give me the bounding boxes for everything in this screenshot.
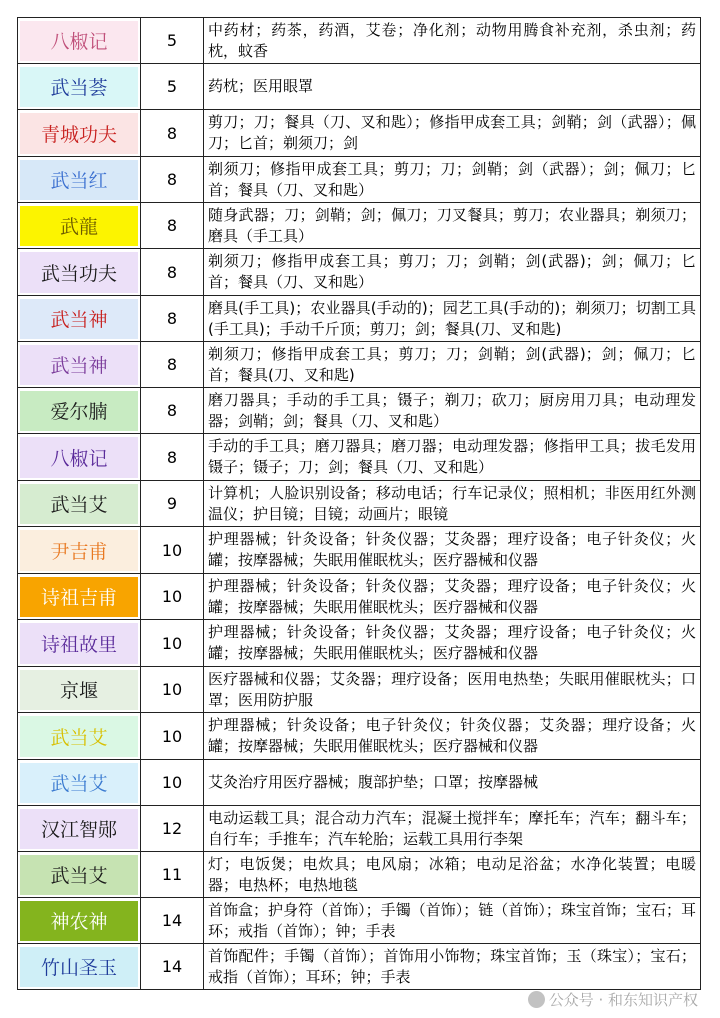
goods-list: 护理器械；针灸设备；电子针灸仪；针灸仪器；艾灸器；理疗设备；火罐；按摩器械；失眠用催眠枕头；医疗器械和仪器 <box>204 713 701 760</box>
class-number: 8 <box>141 296 204 342</box>
table-row <box>18 64 701 110</box>
class-number: 8 <box>141 434 204 481</box>
goods-list: 剃须刀；修指甲成套工具；剪刀；刀；剑鞘；剑(武器)；剑；佩刀；匕首；餐具（刀、叉和匙） <box>204 249 701 296</box>
brand-name: 武当红 <box>20 160 138 200</box>
goods-list: 磨刀器具；手动的手工具；镊子；剃刀；砍刀；厨房用刀具；电动理发器；剑鞘；剑；餐具（刀、叉和匙） <box>204 388 701 434</box>
brand-name: 武当艾 <box>20 716 138 757</box>
goods-list: 首饰盒；护身符（首饰）；手镯（首饰）；链（首饰）；珠宝首饰；宝石；耳环；戒指（首饰）；钟；手表 <box>204 898 701 944</box>
brand-name: 诗祖吉甫 <box>20 577 138 617</box>
brand-cell <box>18 249 141 296</box>
goods-list: 药枕；医用眼罩 <box>204 64 701 110</box>
class-number: 10 <box>141 527 204 574</box>
class-number: 10 <box>141 713 204 760</box>
brand-name: 爱尔腩 <box>20 391 138 431</box>
table-row <box>18 18 701 64</box>
brand-name: 武当神 <box>20 345 138 385</box>
brand-name: 武当艾 <box>20 763 138 803</box>
goods-list: 艾灸治疗用医疗器械；腹部护垫；口罩；按摩器械 <box>204 760 701 806</box>
brand-name: 京堰 <box>20 670 138 710</box>
table-row <box>18 110 701 157</box>
brand-cell <box>18 620 141 667</box>
brand-cell <box>18 852 141 898</box>
class-number: 10 <box>141 667 204 713</box>
class-number: 10 <box>141 620 204 667</box>
brand-cell <box>18 713 141 760</box>
goods-list: 护理器械；针灸设备；针灸仪器；艾灸器；理疗设备；电子针灸仪；火罐；按摩器械；失眠用催眠枕头；医疗器械和仪器 <box>204 620 701 667</box>
goods-list: 护理器械；针灸设备；针灸仪器；艾灸器；理疗设备；电子针灸仪；火罐；按摩器械；失眠用催眠枕头；医疗器械和仪器 <box>204 574 701 620</box>
brand-name: 汉江智郧 <box>20 809 138 849</box>
wechat-icon <box>528 991 545 1008</box>
brand-cell <box>18 296 141 342</box>
class-number: 10 <box>141 574 204 620</box>
brand-name: 八椒记 <box>20 437 138 478</box>
brand-cell <box>18 806 141 852</box>
class-number: 5 <box>141 18 204 64</box>
table-row <box>18 342 701 388</box>
brand-cell <box>18 898 141 944</box>
class-number: 9 <box>141 481 204 527</box>
class-number: 14 <box>141 944 204 990</box>
brand-cell <box>18 574 141 620</box>
class-number: 11 <box>141 852 204 898</box>
brand-cell <box>18 944 141 990</box>
table-row <box>18 852 701 898</box>
table-row <box>18 203 701 249</box>
brand-name: 武当功夫 <box>20 252 138 293</box>
table-row <box>18 944 701 990</box>
brand-cell <box>18 760 141 806</box>
table-row <box>18 388 701 434</box>
goods-list: 剃须刀；修指甲成套工具；剪刀；刀；剑鞘；剑（武器）；剑；佩刀；匕首；餐具（刀、叉和匙） <box>204 157 701 203</box>
brand-name: 神农神 <box>20 901 138 941</box>
brand-name: 八椒记 <box>20 21 138 61</box>
class-number: 8 <box>141 342 204 388</box>
brand-name: 青城功夫 <box>20 113 138 154</box>
brand-cell <box>18 342 141 388</box>
brand-cell <box>18 157 141 203</box>
brand-cell <box>18 110 141 157</box>
class-number: 10 <box>141 760 204 806</box>
class-number: 8 <box>141 388 204 434</box>
goods-list: 医疗器械和仪器；艾灸器；理疗设备；医用电热垫；失眠用催眠枕头；口罩；医用防护服 <box>204 667 701 713</box>
watermark <box>528 989 698 1010</box>
brand-cell <box>18 667 141 713</box>
table-row <box>18 434 701 481</box>
goods-list: 电动运载工具；混合动力汽车；混凝土搅拌车；摩托车；汽车；翻斗车；自行车；手推车；汽车轮胎；运载工具用行李架 <box>204 806 701 852</box>
table-row <box>18 898 701 944</box>
goods-list: 手动的手工具；磨刀器具；磨刀器；电动理发器；修指甲工具；拔毛发用镊子；镊子；刀；剑；餐具（刀、叉和匙） <box>204 434 701 481</box>
brand-cell <box>18 388 141 434</box>
brand-cell <box>18 481 141 527</box>
table-row <box>18 713 701 760</box>
goods-list: 剪刀；刀；餐具（刀、叉和匙）；修指甲成套工具；剑鞘；剑（武器）；佩刀；匕首；剃须刀；剑 <box>204 110 701 157</box>
brand-name: 武当艾 <box>20 855 138 895</box>
brand-name: 诗祖故里 <box>20 623 138 664</box>
brand-cell <box>18 527 141 574</box>
trademark-table <box>17 17 701 990</box>
goods-list: 中药材；药茶，药酒，艾卷；净化剂；动物用腾食补充剂，杀虫剂；药枕，蚊香 <box>204 18 701 64</box>
brand-name: 竹山圣玉 <box>20 947 138 987</box>
brand-name: 尹吉甫 <box>20 530 138 571</box>
table-row <box>18 574 701 620</box>
table-row <box>18 527 701 574</box>
brand-name: 武当荟 <box>20 67 138 107</box>
brand-name: 武当艾 <box>20 484 138 524</box>
table-row <box>18 620 701 667</box>
goods-list: 剃须刀；修指甲成套工具；剪刀；刀；剑鞘；剑(武器)；剑；佩刀；匕首；餐具(刀、叉和匙) <box>204 342 701 388</box>
class-number: 14 <box>141 898 204 944</box>
table-row <box>18 806 701 852</box>
table-row <box>18 760 701 806</box>
class-number: 5 <box>141 64 204 110</box>
table-row <box>18 481 701 527</box>
brand-cell <box>18 18 141 64</box>
goods-list: 首饰配件；手镯（首饰）；首饰用小饰物；珠宝首饰；玉（珠宝）；宝石；戒指（首饰）；耳环；钟；手表 <box>204 944 701 990</box>
goods-list: 护理器械；针灸设备；针灸仪器；艾灸器；理疗设备；电子针灸仪；火罐；按摩器械；失眠用催眠枕头；医疗器械和仪器 <box>204 527 701 574</box>
watermark-text: 公众号 · 和东知识产权 <box>548 991 698 1009</box>
table-row <box>18 296 701 342</box>
class-number: 8 <box>141 203 204 249</box>
brand-cell <box>18 203 141 249</box>
table-row <box>18 249 701 296</box>
goods-list: 随身武器；刀；剑鞘；剑；佩刀；刀叉餐具；剪刀；农业器具；剃须刀；磨具（手工具） <box>204 203 701 249</box>
goods-list: 计算机；人脸识别设备；移动电话；行车记录仪；照相机；非医用红外测温仪；护目镜；目镜；动画片；眼镜 <box>204 481 701 527</box>
table-row <box>18 667 701 713</box>
brand-cell <box>18 64 141 110</box>
brand-name: 武当神 <box>20 299 138 339</box>
class-number: 8 <box>141 249 204 296</box>
goods-list: 灯；电饭煲；电炊具；电风扇；冰箱；电动足浴盆；水净化装置；电暖器；电热杯；电热地毯 <box>204 852 701 898</box>
goods-list: 磨具(手工具)；农业器具(手动的)；园艺工具(手动的)；剃须刀；切割工具(手工具)；手动千斤顶；剪刀；剑；餐具(刀、叉和匙) <box>204 296 701 342</box>
class-number: 8 <box>141 157 204 203</box>
brand-name: 武龍 <box>20 206 138 246</box>
class-number: 12 <box>141 806 204 852</box>
brand-cell <box>18 434 141 481</box>
class-number: 8 <box>141 110 204 157</box>
table-row <box>18 157 701 203</box>
